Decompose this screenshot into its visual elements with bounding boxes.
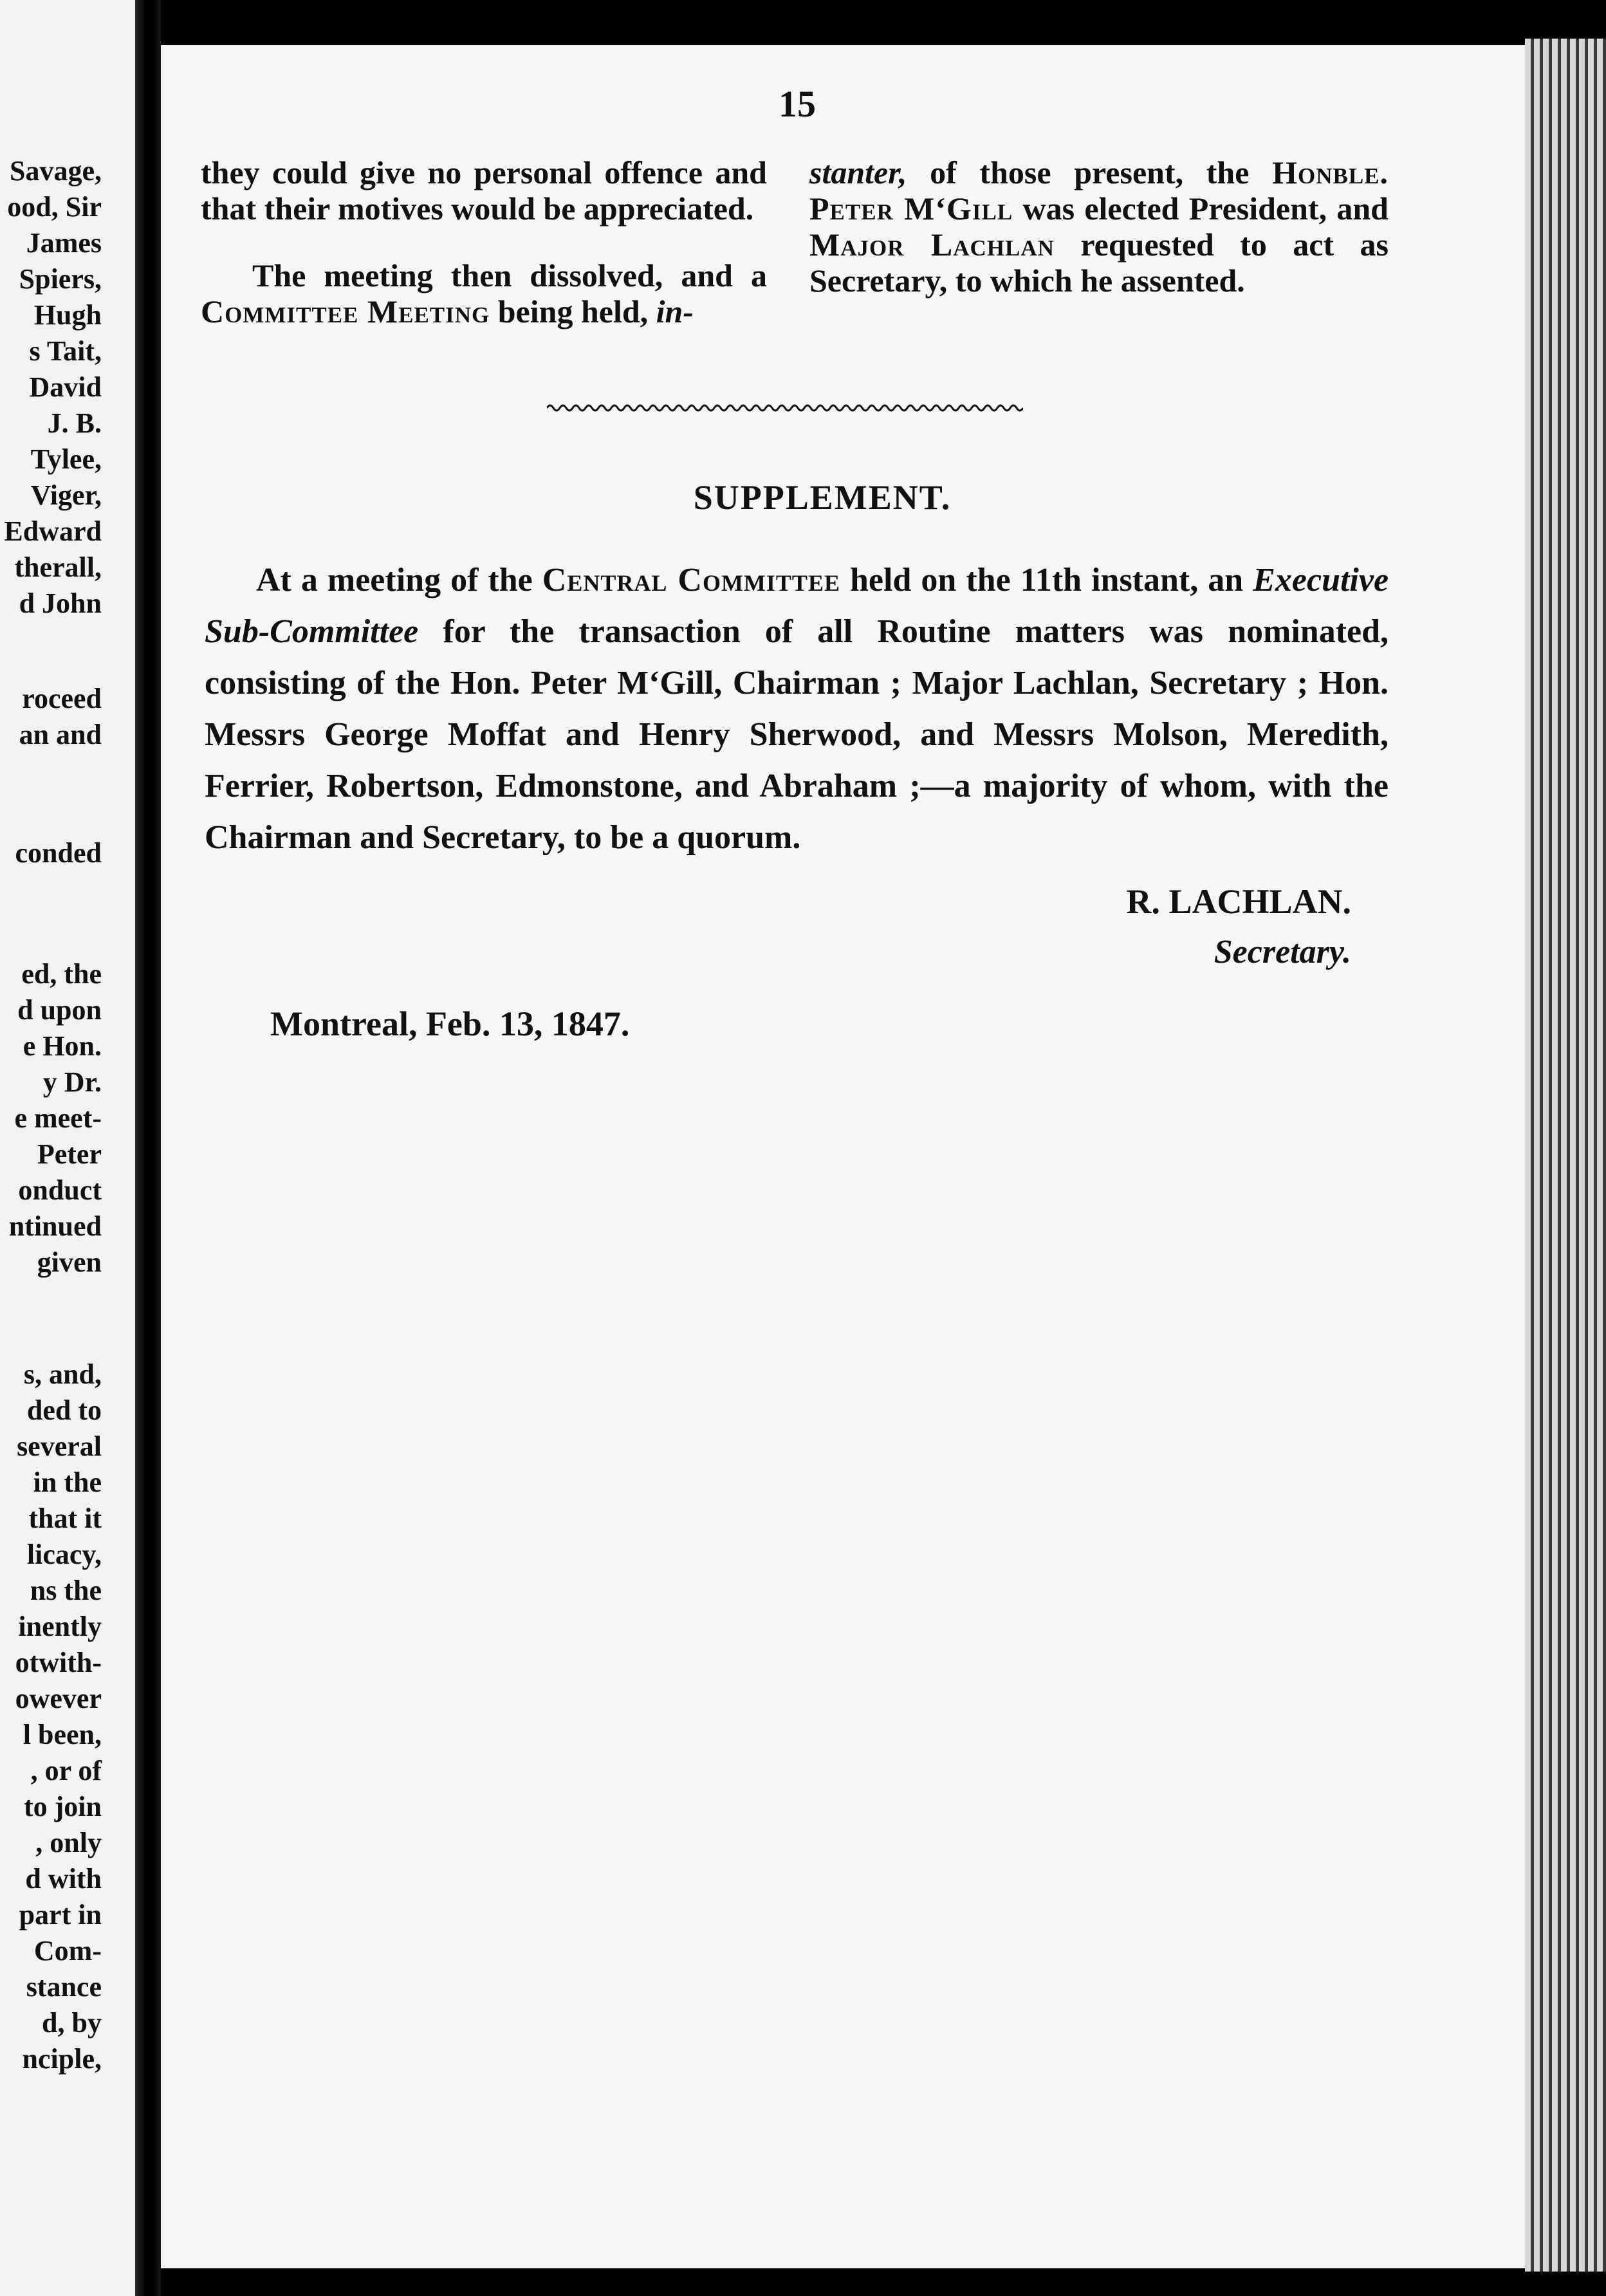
executive-subcommittee-italic: Executive Sub-Committee xyxy=(205,562,1389,650)
facing-page-fragment: conded xyxy=(15,837,102,869)
major-lachlan-smallcaps: Major Lachlan xyxy=(809,227,1055,263)
honble-smallcaps: Honble. xyxy=(1272,154,1389,190)
facing-page-fragment: James xyxy=(26,227,102,259)
facing-page-fragment: ded to xyxy=(26,1394,102,1426)
supp-text-b: held on the 11th instant, an xyxy=(850,562,1244,598)
facing-page-fragment: roceed xyxy=(22,683,102,714)
right-text-2: was elected President, and xyxy=(1022,190,1389,227)
supp-text-a: At a meeting of the xyxy=(256,562,533,598)
facing-page-fragment: Savage, xyxy=(10,155,102,187)
supplement-heading: SUPPLEMENT. xyxy=(693,478,952,517)
wavy-rule-divider xyxy=(547,400,1023,416)
facing-page-fragment: Com- xyxy=(33,1935,102,1967)
page-edges xyxy=(1525,39,1606,2272)
left-column-paragraph-2 xyxy=(201,257,767,329)
facing-page-fragment: therall, xyxy=(14,551,102,583)
facing-page-fragment: Spiers, xyxy=(19,263,102,295)
facing-page-fragment: part in xyxy=(19,1899,102,1930)
facing-page-fragment: d with xyxy=(25,1863,102,1894)
facing-page-fragment: d, by xyxy=(42,2007,102,2039)
facing-page-fragment: ood, Sir xyxy=(7,191,102,223)
signature-name: R. LACHLAN. xyxy=(1126,882,1351,921)
facing-page-fragment: licacy, xyxy=(26,1539,102,1570)
facing-page-fragment: d upon xyxy=(17,994,102,1026)
facing-page-fragment: Peter xyxy=(37,1138,102,1170)
facing-page-fragment: David xyxy=(29,371,102,403)
facing-page-strip xyxy=(0,0,135,2296)
place-and-date: Montreal, Feb. 13, 1847. xyxy=(270,1004,630,1043)
facing-page-fragment: owever xyxy=(15,1683,102,1714)
facing-page-fragment: given xyxy=(37,1246,102,1278)
central-committee-smallcaps: Central Committee xyxy=(542,562,840,598)
para2-text-a: The meeting then dissolved, and a xyxy=(252,257,767,293)
facing-page-fragment: that it xyxy=(28,1503,102,1534)
instanter-italic: stanter, xyxy=(809,154,907,190)
facing-page-fragment: l been, xyxy=(23,1719,102,1750)
facing-page-fragment: e Hon. xyxy=(23,1030,102,1062)
facing-page-fragment: Hugh xyxy=(33,299,102,331)
right-text-1: of those present, the xyxy=(930,154,1250,190)
facing-page-fragment: in the xyxy=(33,1467,102,1498)
facing-page-fragment: Edward xyxy=(4,515,102,547)
facing-page-fragment: , only xyxy=(35,1827,102,1858)
book-gutter xyxy=(135,0,161,2296)
para2-text-b: being held, xyxy=(497,293,649,329)
facing-page-fragment: ntinued xyxy=(8,1210,102,1242)
facing-page-fragment: , or of xyxy=(30,1755,102,1786)
facing-page-fragment: J. B. xyxy=(47,407,102,439)
left-column xyxy=(201,154,767,360)
signature-title: Secretary. xyxy=(1214,934,1351,970)
left-column-paragraph-1: they could give no personal offence and that their motives would be appreciated. xyxy=(201,154,767,227)
facing-page-fragment: stance xyxy=(26,1971,102,2003)
facing-page-fragment: an and xyxy=(19,719,102,750)
supp-text-c: for the transaction of all Routine matters was nominated, consisting of the Hon. Peter M‘Gill, Chairman ; Major Lachlan, Secretary ; Hon. Messrs George Moffat and Henry Sherwood, and Messrs Molson, Meredith, Ferrier, Robertson, Edmonstone, and Abraham ;—a majority of whom, with the Chairman and Secretary, to be a quorum. xyxy=(205,613,1389,856)
facing-page-fragment: d John xyxy=(19,588,102,619)
facing-page-fragment: s, and, xyxy=(23,1358,102,1390)
facing-page-fragment: ed, the xyxy=(21,958,102,990)
para2-italic: in- xyxy=(656,293,694,329)
right-column xyxy=(809,154,1389,329)
facing-page-fragment: onduct xyxy=(18,1174,102,1206)
facing-page-fragment: Tylee, xyxy=(30,443,102,475)
facing-page-fragment: otwith- xyxy=(15,1647,102,1678)
facing-page-fragment: ns the xyxy=(30,1575,102,1606)
facing-page-fragment: to join xyxy=(24,1791,102,1822)
facing-page-fragment: several xyxy=(17,1430,102,1462)
page-sheet xyxy=(161,45,1525,2268)
facing-page-fragment: s Tait, xyxy=(29,335,102,367)
committee-meeting-smallcaps: Committee Meeting xyxy=(201,293,490,329)
right-column-paragraph xyxy=(809,154,1389,299)
facing-page-fragment: inently xyxy=(18,1611,102,1642)
supplement-paragraph xyxy=(205,555,1389,864)
right-text-3: requested to act as Secretary, to which he assented. xyxy=(809,227,1389,299)
page-number: 15 xyxy=(779,83,816,125)
facing-page-fragment: e meet- xyxy=(14,1102,102,1134)
facing-page-fragment: Viger, xyxy=(30,479,102,511)
facing-page-fragment: nciple, xyxy=(22,2043,102,2075)
facing-page-fragment: y Dr. xyxy=(42,1066,102,1098)
peter-mgill-smallcaps: Peter M‘Gill xyxy=(809,190,1013,227)
